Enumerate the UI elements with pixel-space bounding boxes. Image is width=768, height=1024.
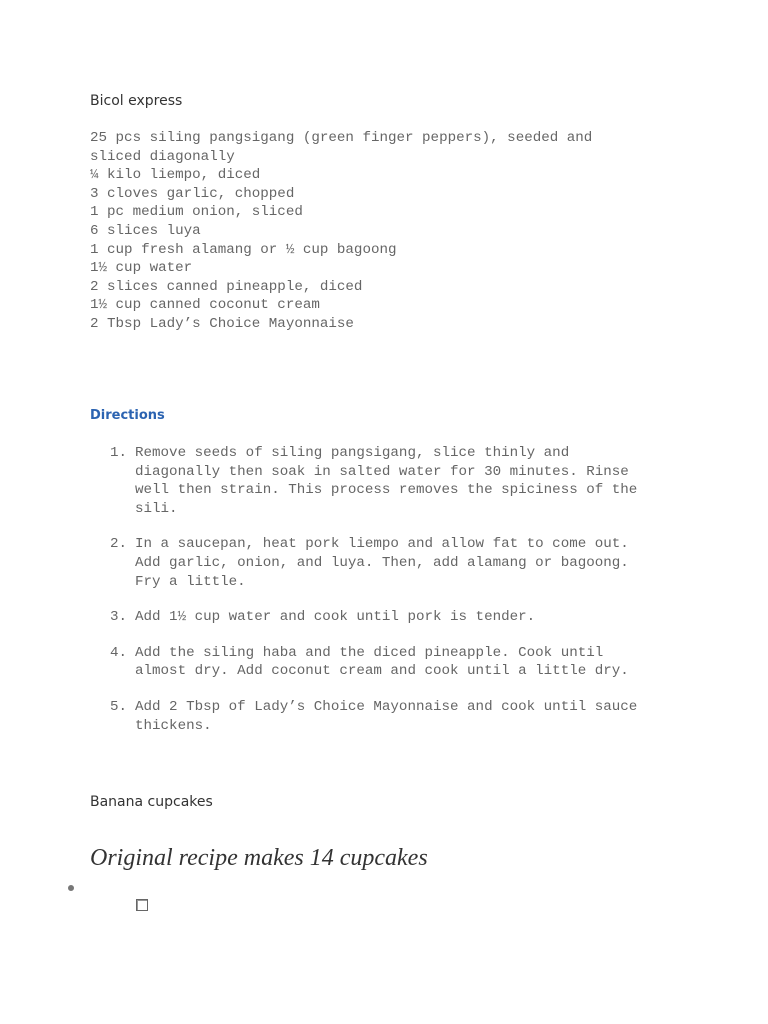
ingredient-line: 2 slices canned pineapple, diced — [90, 278, 363, 295]
direction-step — [90, 444, 690, 518]
checkbox-icon[interactable] — [136, 899, 148, 911]
ingredients-list — [90, 129, 592, 334]
ingredient-line: 6 slices luya — [90, 222, 201, 239]
direction-step — [90, 644, 690, 681]
recipe-title-banana-cupcakes: Banana cupcakes — [90, 794, 213, 810]
step-line: Fry a little. — [135, 573, 246, 590]
step-number: 1. — [110, 445, 128, 461]
step-line: Remove seeds of siling pangsigang, slice thinly and — [135, 445, 570, 461]
ingredient-line: 2 Tbsp Lady’s Choice Mayonnaise — [90, 315, 354, 332]
step-line: Add 1½ cup water and cook until pork is tender. — [135, 609, 536, 626]
step-line: Add garlic, onion, and luya. Then, add alamang or bagoong. — [135, 554, 629, 571]
recipe-title-bicol-express: Bicol express — [90, 93, 183, 109]
step-line: Add the siling haba and the diced pineapple. Cook until — [135, 644, 604, 661]
ingredient-line: 25 pcs siling pangsigang (green finger peppers), seeded and — [90, 130, 593, 146]
ingredient-line: 1 cup fresh alamang or ½ cup bagoong — [90, 241, 397, 258]
step-line: sili. — [135, 500, 178, 517]
ingredient-line: 1 pc medium onion, sliced — [90, 204, 303, 221]
step-number: 4. — [110, 644, 128, 661]
step-line: well then strain. This process removes the spiciness of the — [135, 482, 638, 499]
directions-list — [90, 444, 690, 752]
ingredient-line: ¼ kilo liempo, diced — [90, 167, 261, 184]
direction-step — [90, 608, 690, 627]
direction-step — [90, 698, 690, 735]
directions-heading: Directions — [90, 408, 165, 423]
step-line: thickens. — [135, 717, 212, 734]
direction-step — [90, 535, 690, 591]
bullet-dot-icon — [68, 885, 74, 891]
ingredient-line: 1½ cup canned coconut cream — [90, 297, 320, 314]
recipe-yield-heading: Original recipe makes 14 cupcakes — [90, 845, 428, 871]
step-number: 2. — [110, 536, 128, 553]
step-number: 5. — [110, 698, 128, 715]
step-line: diagonally then soak in salted water for 30 minutes. Rinse — [135, 463, 629, 480]
ingredient-line: 3 cloves garlic, chopped — [90, 185, 295, 202]
step-line: Add 2 Tbsp of Lady’s Choice Mayonnaise and cook until sauce — [135, 698, 638, 715]
step-line: In a saucepan, heat pork liempo and allow fat to come out. — [135, 536, 629, 553]
ingredient-line: 1½ cup water — [90, 260, 193, 277]
ingredient-line: sliced diagonally — [90, 148, 235, 165]
step-number: 3. — [110, 609, 128, 626]
step-line: almost dry. Add coconut cream and cook until a little dry. — [135, 663, 629, 680]
